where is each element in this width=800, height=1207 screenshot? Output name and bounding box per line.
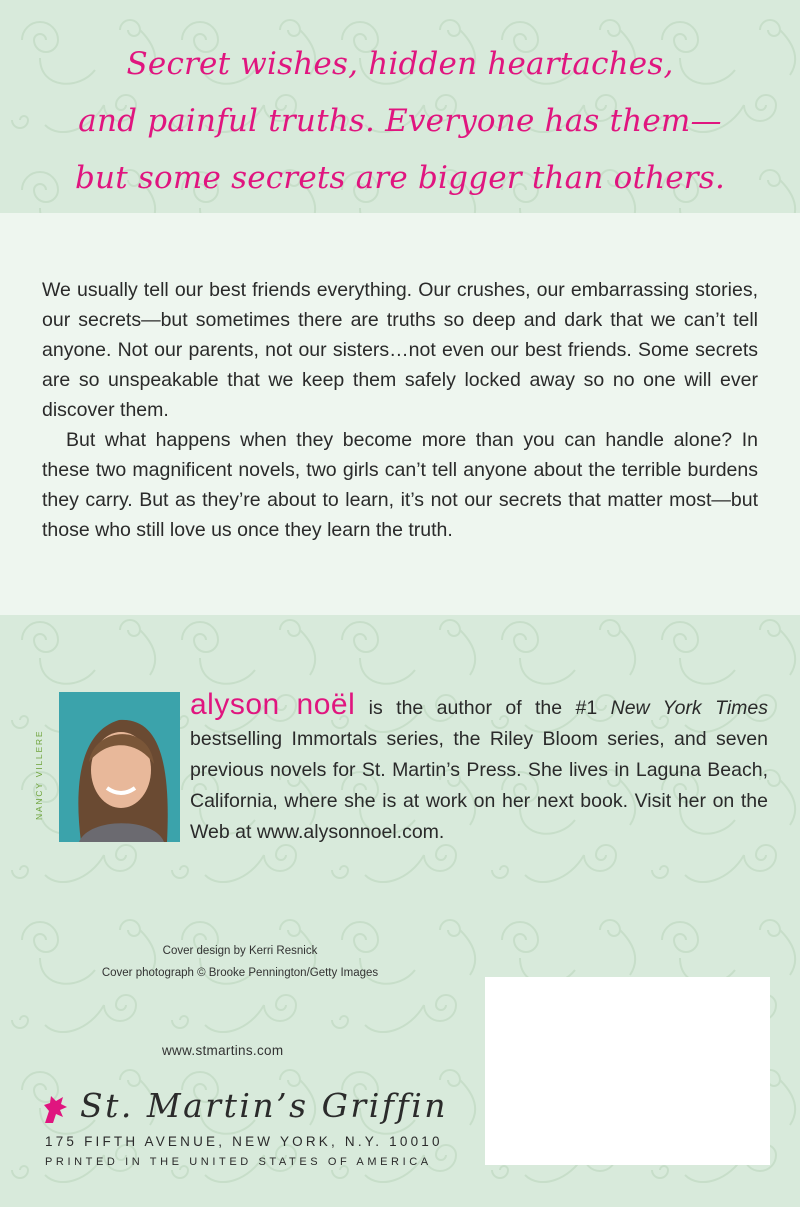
author-portrait-icon xyxy=(59,692,180,842)
publisher-name: St. Martin’s Griffin xyxy=(80,1086,448,1125)
bio-text-a: is the author of the #1 xyxy=(355,697,611,719)
barcode-area xyxy=(485,977,770,1165)
author-bio xyxy=(190,689,768,848)
tagline-line-1: Secret wishes, hidden heartaches, xyxy=(126,46,674,82)
description-paragraph-2: But what happens when they become more than you can handle alone? In these two magnificent novels, two girls can’t tell anyone about the terrible burdens they carry. But as they’re about to learn, it’s not our secrets that matter most—but those who still love us once they learn the truth. xyxy=(42,429,758,541)
bio-italic: New York Times xyxy=(610,697,768,719)
griffin-icon xyxy=(41,1093,69,1127)
tagline-line-3: but some secrets are bigger than others. xyxy=(75,160,725,196)
tagline-line-2: and painful truths. Everyone has them— xyxy=(78,103,722,139)
book-description xyxy=(42,275,758,545)
author-name: alyson noël xyxy=(190,688,356,721)
cover-credits xyxy=(70,940,410,984)
author-photo xyxy=(59,692,180,842)
photo-credit: NANCY VILLERE xyxy=(34,729,44,820)
tagline xyxy=(60,36,740,207)
publisher-address: 175 FIFTH AVENUE, NEW YORK, N.Y. 10010 xyxy=(45,1134,443,1149)
cover-photo-credit: Cover photograph © Brooke Pennington/Getty Images xyxy=(101,967,379,979)
bio-text-b: bestselling Immortals series, the Riley Bloom series, and seven previous novels for St. Martin’s Press. She lives in Laguna Beach, California, where she is at work on her next book. Visit her on the Web at www.alysonnoel.com. xyxy=(190,728,768,843)
description-paragraph-1: We usually tell our best friends everything. Our crushes, our embarrassing stories, our secrets—but sometimes there are truths so deep and dark that we can’t tell anyone. Not our parents, not our sisters…not even our best friends. Some secrets are so unspeakable that we keep them safely locked away so no one will ever discover them. xyxy=(42,279,758,421)
publisher-website: www.stmartins.com xyxy=(162,1043,284,1058)
printed-in: PRINTED IN THE UNITED STATES OF AMERICA xyxy=(45,1156,432,1168)
cover-design-credit: Cover design by Kerri Resnick xyxy=(162,945,318,957)
